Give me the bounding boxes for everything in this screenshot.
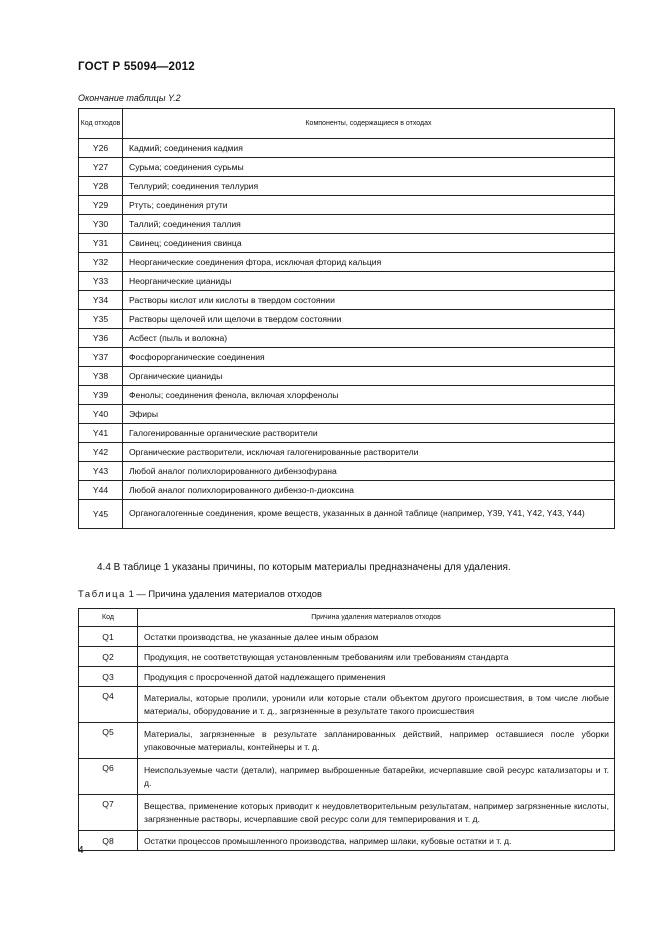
row-text: Фенолы; соединения фенола, включая хлорфенолы bbox=[123, 386, 615, 405]
row-text: Материалы, загрязненные в результате запланированных действий, например оставшиеся после уборки упаковочные материалы, контейнеры и т. д. bbox=[138, 723, 615, 759]
row-code: Y37 bbox=[79, 348, 123, 367]
row-text: Продукция, не соответствующая установленным требованиям или требованиям стандарта bbox=[138, 647, 615, 667]
table-1-caption bbox=[78, 588, 322, 599]
row-code: Y39 bbox=[79, 386, 123, 405]
row-text: Органогалогенные соединения, кроме веществ, указанных в данной таблице (например, Y39, Y41, Y42, Y43, Y44) bbox=[123, 500, 615, 529]
row-text: Ртуть; соединения ртути bbox=[123, 196, 615, 215]
table-row bbox=[79, 647, 615, 667]
table-row bbox=[79, 481, 615, 500]
table-row bbox=[79, 158, 615, 177]
row-code: Q8 bbox=[79, 831, 138, 851]
row-text: Остатки процессов промышленного производства, например шлаки, кубовые остатки и т. д. bbox=[138, 831, 615, 851]
row-code: Q1 bbox=[79, 627, 138, 647]
row-text: Материалы, которые пролили, уронили или которые стали объектом другого происшествия, в том числе любые материалы, оборудование и т. д., загрязненные в результате такого происшествия bbox=[138, 687, 615, 723]
row-text: Неорганические цианиды bbox=[123, 272, 615, 291]
table-row bbox=[79, 759, 615, 795]
row-text: Растворы кислот или кислоты в твердом состоянии bbox=[123, 291, 615, 310]
table-row bbox=[79, 329, 615, 348]
table-row bbox=[79, 272, 615, 291]
table-row bbox=[79, 177, 615, 196]
document-header: ГОСТ Р 55094—2012 bbox=[78, 61, 195, 73]
row-code: Y34 bbox=[79, 291, 123, 310]
row-code: Y26 bbox=[79, 139, 123, 158]
table-row bbox=[79, 405, 615, 424]
row-text: Остатки производства, не указанные далее иным образом bbox=[138, 627, 615, 647]
table-1-header-row bbox=[79, 609, 615, 627]
row-code: Q5 bbox=[79, 723, 138, 759]
row-code: Y35 bbox=[79, 310, 123, 329]
table-row bbox=[79, 253, 615, 272]
row-code: Y36 bbox=[79, 329, 123, 348]
row-code: Y42 bbox=[79, 443, 123, 462]
row-code: Y45 bbox=[79, 500, 123, 529]
row-code: Q6 bbox=[79, 759, 138, 795]
row-code: Y38 bbox=[79, 367, 123, 386]
row-code: Y33 bbox=[79, 272, 123, 291]
row-text: Сурьма; соединения сурьмы bbox=[123, 158, 615, 177]
table-row bbox=[79, 196, 615, 215]
page-number: 4 bbox=[78, 845, 84, 856]
row-code: Q4 bbox=[79, 687, 138, 723]
row-text: Эфиры bbox=[123, 405, 615, 424]
table-y2-col-code: Код отходов bbox=[79, 109, 123, 139]
table-row bbox=[79, 795, 615, 831]
table-row bbox=[79, 627, 615, 647]
row-text: Галогенированные органические растворители bbox=[123, 424, 615, 443]
table-row bbox=[79, 500, 615, 529]
table-y2 bbox=[78, 108, 615, 529]
row-text: Любой аналог полихлорированного дибензо-п-диоксина bbox=[123, 481, 615, 500]
row-code: Y32 bbox=[79, 253, 123, 272]
table-row bbox=[79, 462, 615, 481]
row-text: Органические цианиды bbox=[123, 367, 615, 386]
table-1-caption-text: 1 — Причина удаления материалов отходов bbox=[125, 588, 322, 599]
row-text: Продукция с просроченной датой надлежащего применения bbox=[138, 667, 615, 687]
row-text: Асбест (пыль и волокна) bbox=[123, 329, 615, 348]
row-text: Фосфорорганические соединения bbox=[123, 348, 615, 367]
table-row bbox=[79, 367, 615, 386]
table-row bbox=[79, 443, 615, 462]
table-y2-caption: Окончание таблицы Y.2 bbox=[78, 93, 181, 103]
row-code: Q2 bbox=[79, 647, 138, 667]
row-text: Таллий; соединения таллия bbox=[123, 215, 615, 234]
row-text: Любой аналог полихлорированного дибензофурана bbox=[123, 462, 615, 481]
row-text: Свинец; соединения свинца bbox=[123, 234, 615, 253]
table-row bbox=[79, 310, 615, 329]
table-1-caption-label: Таблица bbox=[78, 588, 126, 599]
table-1-col-code: Код bbox=[79, 609, 138, 627]
row-code: Q7 bbox=[79, 795, 138, 831]
table-row bbox=[79, 667, 615, 687]
row-code: Q3 bbox=[79, 667, 138, 687]
row-text: Неиспользуемые части (детали), например выброшенные батарейки, исчерпавшие свой ресурс катализаторы и т. д. bbox=[138, 759, 615, 795]
row-code: Y28 bbox=[79, 177, 123, 196]
table-1-col-reason: Причина удаления материалов отходов bbox=[138, 609, 615, 627]
table-row bbox=[79, 139, 615, 158]
table-row bbox=[79, 831, 615, 851]
row-text: Неорганические соединения фтора, исключая фторид кальция bbox=[123, 253, 615, 272]
row-code: Y27 bbox=[79, 158, 123, 177]
table-row bbox=[79, 215, 615, 234]
table-row bbox=[79, 723, 615, 759]
row-code: Y41 bbox=[79, 424, 123, 443]
paragraph-4-4: 4.4 В таблице 1 указаны причины, по которым материалы предназначены для удаления. bbox=[97, 562, 511, 573]
row-code: Y40 bbox=[79, 405, 123, 424]
row-text: Вещества, применение которых приводит к неудовлетворительным результатам, например загрязненные кислоты, загрязненные растворы, исчерпавшие свой ресурс соли для темперирования и т. д. bbox=[138, 795, 615, 831]
table-1 bbox=[78, 608, 615, 851]
table-y2-header-row bbox=[79, 109, 615, 139]
table-row bbox=[79, 291, 615, 310]
table-row bbox=[79, 687, 615, 723]
row-code: Y43 bbox=[79, 462, 123, 481]
table-row bbox=[79, 348, 615, 367]
row-text: Органические растворители, исключая галогенированные растворители bbox=[123, 443, 615, 462]
table-row bbox=[79, 424, 615, 443]
row-text: Кадмий; соединения кадмия bbox=[123, 139, 615, 158]
row-code: Y31 bbox=[79, 234, 123, 253]
row-code: Y29 bbox=[79, 196, 123, 215]
table-row bbox=[79, 386, 615, 405]
row-text: Теллурий; соединения теллурия bbox=[123, 177, 615, 196]
row-code: Y44 bbox=[79, 481, 123, 500]
row-text: Растворы щелочей или щелочи в твердом состоянии bbox=[123, 310, 615, 329]
row-code: Y30 bbox=[79, 215, 123, 234]
table-y2-col-components: Компоненты, содержащиеся в отходах bbox=[123, 109, 615, 139]
table-row bbox=[79, 234, 615, 253]
